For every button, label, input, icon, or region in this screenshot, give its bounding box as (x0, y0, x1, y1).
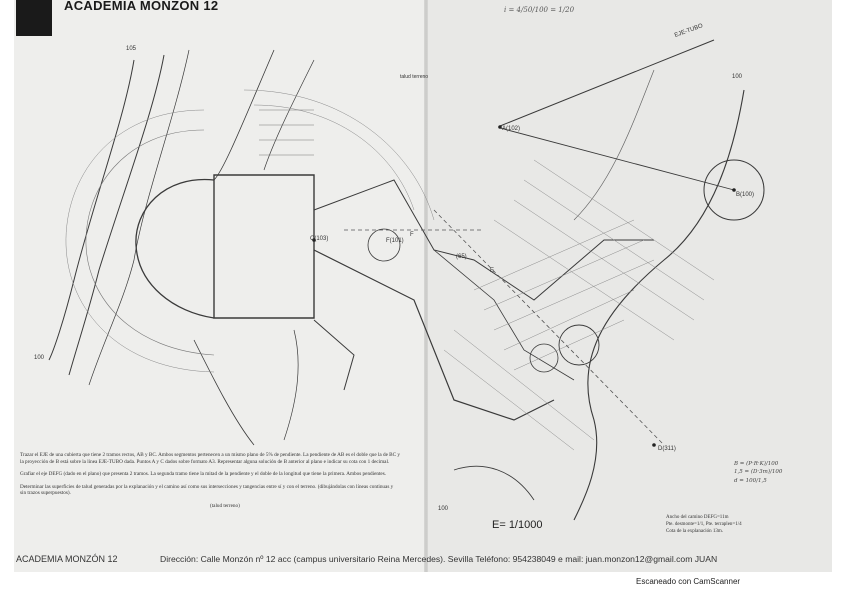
construction-line (434, 210, 664, 445)
point-label: A(102) (502, 126, 521, 132)
contour-label: 100 (732, 74, 743, 80)
instruction-1: Trazar el EJE de una cubierta que tiene 2 tramos rectos, AB y BC. Ambos segmentos pertenecen a un mismo plano de 5% de pendiente. La pendiente de AB es el doble que la de BC y la proyección de B está sobre la línea EJE-TUBO dada. Puntos A y C dados sobre formato A3. Representar alguna solución de B anterior al plano e indicar su cota con 1 decimal. (20, 452, 400, 465)
contour-line (454, 466, 534, 500)
small-circle (559, 325, 599, 365)
contour-line (194, 340, 254, 445)
scanned-sheet (14, 0, 832, 572)
handwritten-note: (talud terreno) (210, 502, 240, 509)
contour-label: 105 (126, 46, 137, 52)
page-title: ACADEMIA MONZON 12 (64, 0, 219, 13)
talud-arc (66, 110, 214, 372)
small-circle (530, 344, 558, 372)
footer (14, 552, 832, 570)
axis-line (500, 40, 714, 126)
contour-line (264, 60, 314, 170)
point-label: C(103) (310, 236, 329, 242)
data-notes: Ancho del camino DEFG=11m Pte. desmonte=1/1, Pte. terraplen=1/4 Cota de la explanación 13m. (666, 515, 742, 534)
instruction-3: Determinar las superficies de talud generadas por la explanación y el camino así como sus intersecciones y tangencias entre sí y con el terreno. (dibujándolas con líneas continuas y sin trazos superpuestos). (20, 483, 394, 496)
point-label: D(311) (658, 446, 676, 452)
axis-label: EJE-TUBO (673, 23, 704, 39)
small-circle (368, 229, 400, 261)
road-edge (434, 250, 574, 380)
calculation-notes: B = (P·R·K)/100 1,5 = (D·3m)/100 d = 100/1,5 (734, 461, 783, 484)
road-edge (314, 250, 554, 420)
academy-logo (16, 0, 52, 36)
talud-arc (254, 105, 414, 210)
footer-brand: ACADEMIA MONZÓN 12 (16, 554, 118, 564)
contour-label: 100 (34, 355, 45, 361)
talud-arc (86, 130, 214, 355)
road-edge (314, 320, 354, 390)
instruction-2: Grafiar el eje DEFG (dado en el plano) que presenta 2 tramos. La segunda tramo tiene la mitad de la pendiente y el doble de la longitud que tiene la primera. Ambos pendientes. (20, 471, 387, 477)
axis-line (500, 128, 734, 190)
point-label: B(100) (736, 192, 755, 198)
point-label: E (490, 268, 495, 274)
instructions-block (20, 452, 400, 515)
road-edge (314, 180, 654, 300)
slope-formula: i = 4/50/100 = 1/20 (504, 6, 575, 14)
contour-line (574, 70, 654, 220)
contour-line (214, 50, 274, 180)
side-note: talud terreno (400, 74, 429, 80)
platform-outline (214, 175, 314, 318)
scale-label: E= 1/1000 (492, 519, 543, 531)
scanner-credit: Escaneado con CamScanner (636, 577, 741, 586)
contour-line (284, 330, 298, 440)
point-label: F(101) (386, 238, 404, 244)
contour-line (49, 60, 134, 360)
footer-contact: Dirección: Calle Monzón nº 12 acc (campus universitario Reina Mercedes). Sevilla Teléfono: 954238049 e mail: juan.monzon12@gmail.com JUAN (160, 554, 718, 564)
contour-line (89, 50, 189, 385)
point-label: (65) (456, 254, 467, 260)
point-label: F (410, 232, 414, 238)
contour-line (69, 55, 164, 375)
contour-label: 100 (438, 506, 449, 512)
